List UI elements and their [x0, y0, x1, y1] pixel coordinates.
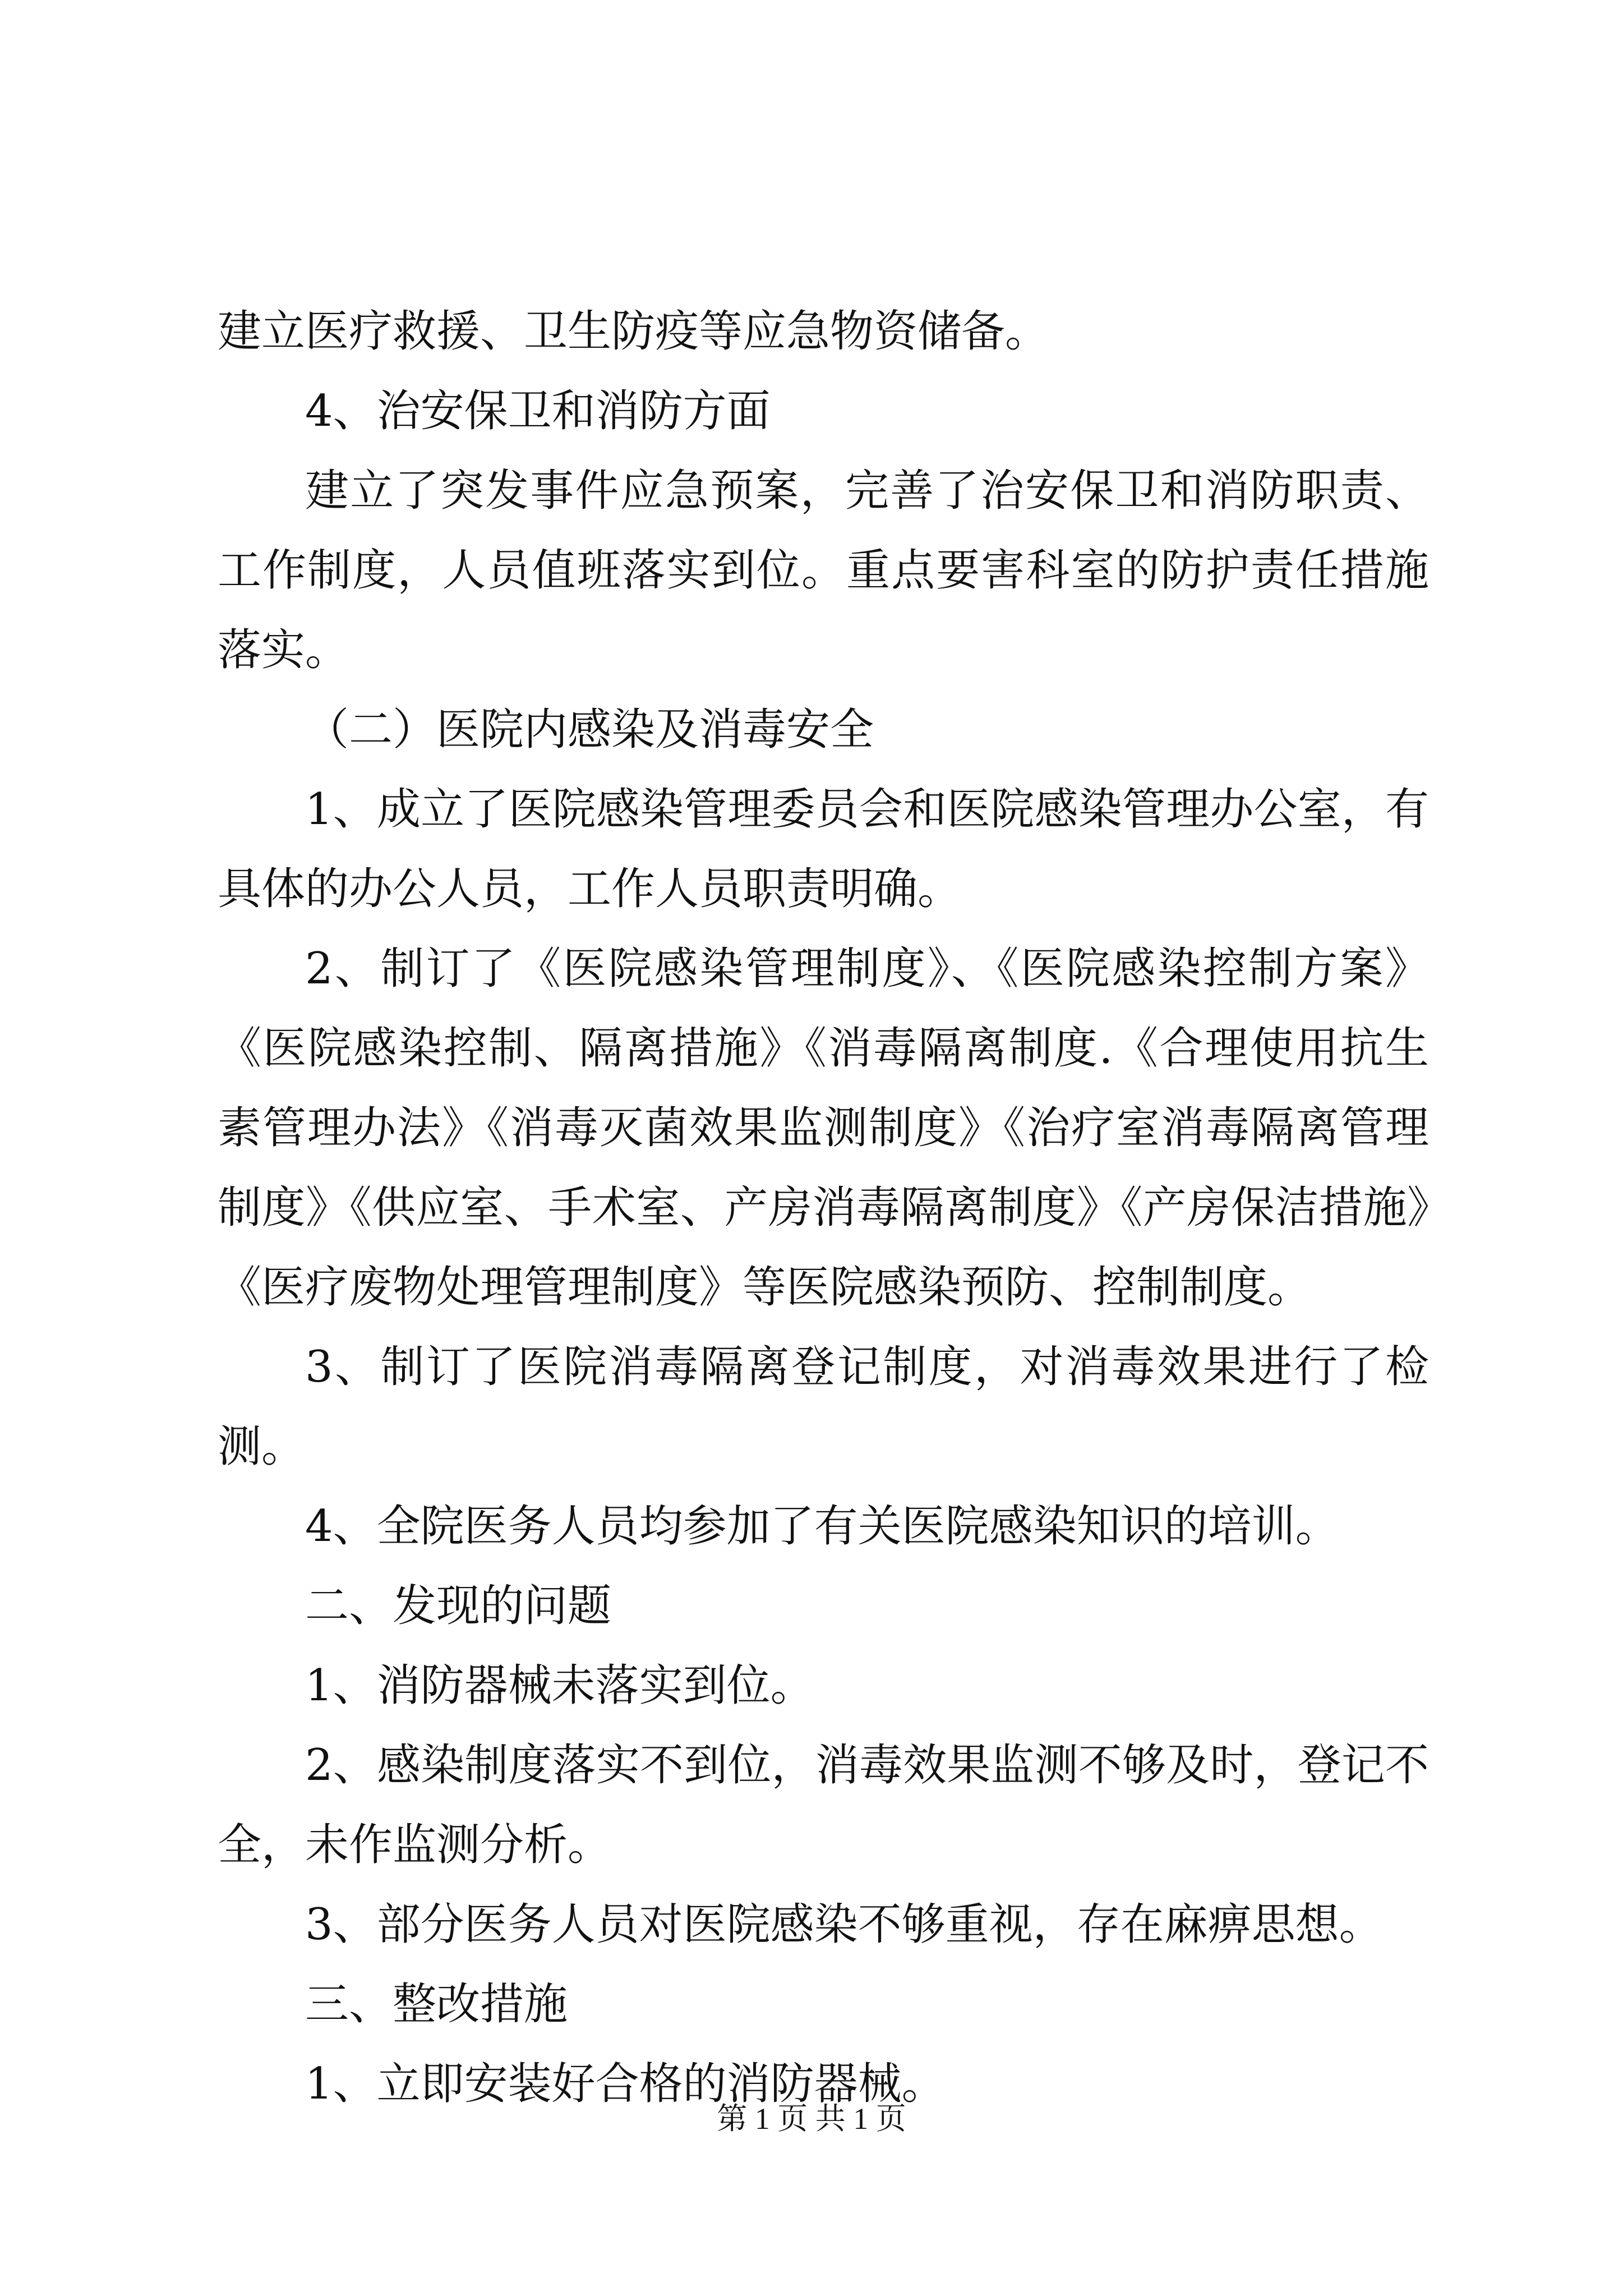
- paragraph-problem-2: 2、感染制度落实不到位，消毒效果监测不够及时，登记不全，未作监测分析。: [218, 1740, 1429, 1870]
- paragraph-problem-3: 3、部分医务人员对医院感染不够重视，存在麻痹思想。: [305, 1899, 1383, 1950]
- document-body: [218, 292, 1429, 2124]
- page-footer: 第 1 页 共 1 页: [717, 2102, 906, 2136]
- paragraph-regulations: 2、制订了《医院感染管理制度》、《医院感染控制方案》《医院感染控制、隔离措施》《消毒隔离制度.《合理使用抗生素管理办法》《消毒灭菌效果监测制度》《治疗室消毒隔离管理制度》《供应室、手术室、产房消毒隔离制度》《产房保洁措施》《医疗废物处理管理制度》等医院感染预防、控制制度。: [218, 944, 1429, 1313]
- section-heading-problems: 二、发现的问题: [305, 1581, 612, 1631]
- paragraph-disinfection-registration: 3、制订了医院消毒隔离登记制度，对消毒效果进行了检测。: [218, 1342, 1429, 1472]
- paragraph-training: 4、全院医务人员均参加了有关医院感染知识的培训。: [305, 1501, 1339, 1552]
- section-heading-security-fire: 4、治安保卫和消防方面: [305, 386, 771, 436]
- paragraph-problem-1: 1、消防器械未落实到位。: [305, 1660, 814, 1711]
- section-heading-rectification: 三、整改措施: [305, 1979, 568, 2030]
- paragraph-continuation: 建立医疗救援、卫生防疫等应急物资储备。: [218, 306, 1049, 357]
- section-heading-infection-disinfection: （二）医院内感染及消毒安全: [305, 705, 874, 755]
- paragraph-committee: 1、成立了医院感染管理委员会和医院感染管理办公室，有具体的办公人员，工作人员职责明确。: [218, 784, 1429, 914]
- paragraph-measure-1: 1、立即安装好合格的消防器械。: [305, 2059, 946, 2109]
- paragraph-emergency-plan: 建立了突发事件应急预案，完善了治安保卫和消防职责、工作制度，人员值班落实到位。重点要害科室的防护责任措施落实。: [218, 466, 1429, 675]
